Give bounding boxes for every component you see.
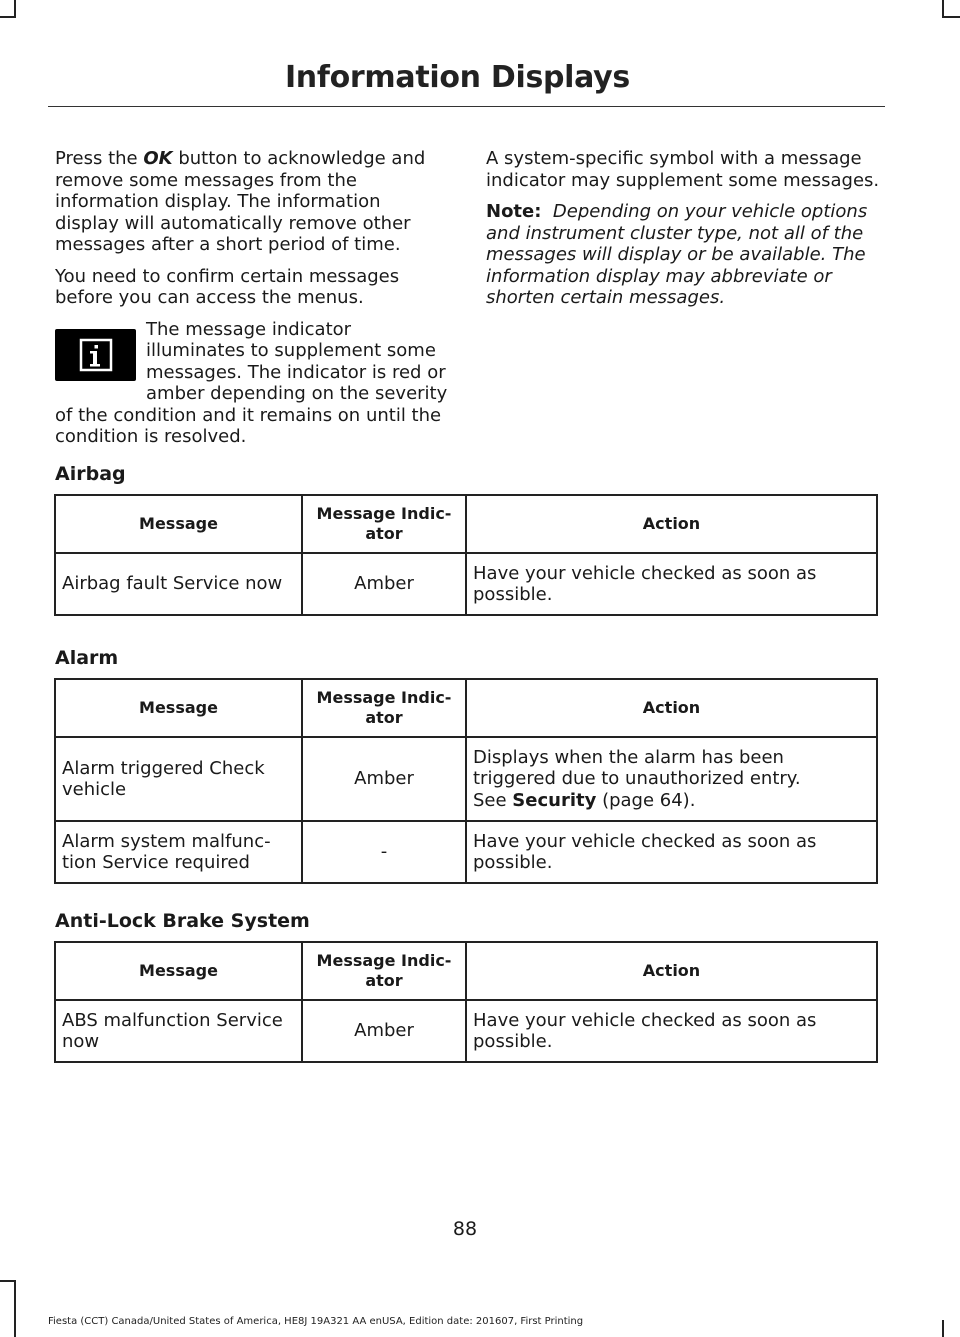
table-row [55, 1000, 877, 1062]
message-cell: Alarm triggered Check vehicle [55, 737, 302, 821]
message-indicator-icon [55, 329, 136, 381]
table-row [55, 821, 877, 883]
header-action: Action [466, 495, 877, 553]
crop-mark [14, 1280, 16, 1337]
table-header-row [55, 679, 877, 737]
crop-mark [0, 1280, 16, 1282]
footer-text: Fiesta (CCT) Canada/United States of America, HE8J 19A321 AA enUSA, Edition date: 201607, First Printing [48, 1316, 584, 1327]
table-row [55, 737, 877, 821]
header-divider [48, 106, 885, 107]
header-message: Message [55, 679, 302, 737]
action-cell: Have your vehicle checked as soon as possible. [466, 821, 877, 883]
header-action: Action [466, 679, 877, 737]
header-indicator: Message Indic-ator [302, 942, 466, 1000]
intro-paragraph-2: You need to confirm certain messages before you can access the menus. [55, 265, 400, 308]
section-title-alarm: Alarm [55, 647, 119, 669]
right-column [486, 148, 881, 319]
airbag-table [54, 494, 878, 616]
text: Press the [55, 148, 144, 169]
intro-paragraph-1 [55, 148, 450, 256]
crop-mark [0, 16, 16, 18]
page-title: Information Displays [284, 60, 630, 95]
table-row [55, 553, 877, 615]
note-label: Note: [486, 201, 542, 222]
page-number: 88 [452, 1218, 478, 1240]
indicator-cell: - [302, 821, 466, 883]
message-cell: Alarm system malfunc-tion Service required [55, 821, 302, 883]
action-cell [466, 737, 877, 821]
indicator-cell: Amber [302, 1000, 466, 1062]
note [486, 201, 881, 309]
section-title-airbag: Airbag [55, 463, 126, 485]
text: button to acknowledge and remove some messages from the information display. The information display will automatically remove other messages after a short period of time. [55, 148, 426, 255]
security-link[interactable]: Security [512, 789, 597, 811]
indicator-cell: Amber [302, 553, 466, 615]
header-message: Message [55, 495, 302, 553]
indicator-description: The message indicator illuminates to supplement some messages. The indicator is red or amber depending on the severity of the condition and it remains on until the condition is resolved. [55, 318, 448, 447]
action-cell: Have your vehicle checked as soon as possible. [466, 553, 877, 615]
intro-paragraph-4: A system-specific symbol with a message indicator may supplement some messages. [486, 148, 880, 191]
header-message: Message [55, 942, 302, 1000]
message-cell: Airbag fault Service now [55, 553, 302, 615]
note-text: Depending on your vehicle options and instrument cluster type, not all of the messages will display or be available. The information display may abbreviate or shorten certain messages. [486, 201, 868, 308]
table-header-row [55, 942, 877, 1000]
indicator-paragraph [55, 319, 450, 448]
message-cell: ABS malfunction Service now [55, 1000, 302, 1062]
crop-mark [942, 1320, 944, 1337]
indicator-cell: Amber [302, 737, 466, 821]
action-cell: Have your vehicle checked as soon as possible. [466, 1000, 877, 1062]
header-indicator: Message Indic-ator [302, 495, 466, 553]
alarm-table [54, 678, 878, 884]
see-suffix: (page 64). [596, 789, 696, 811]
left-column [55, 148, 450, 458]
abs-table [54, 941, 878, 1063]
table-header-row [55, 495, 877, 553]
header-action: Action [466, 942, 877, 1000]
section-title-abs: Anti-Lock Brake System [55, 910, 310, 932]
header-indicator: Message Indic-ator [302, 679, 466, 737]
see-prefix: See [473, 789, 513, 811]
ok-key-label: OK [143, 148, 173, 169]
action-text: Displays when the alarm has been triggered due to unauthorized entry. [473, 746, 801, 790]
crop-mark [944, 16, 960, 18]
